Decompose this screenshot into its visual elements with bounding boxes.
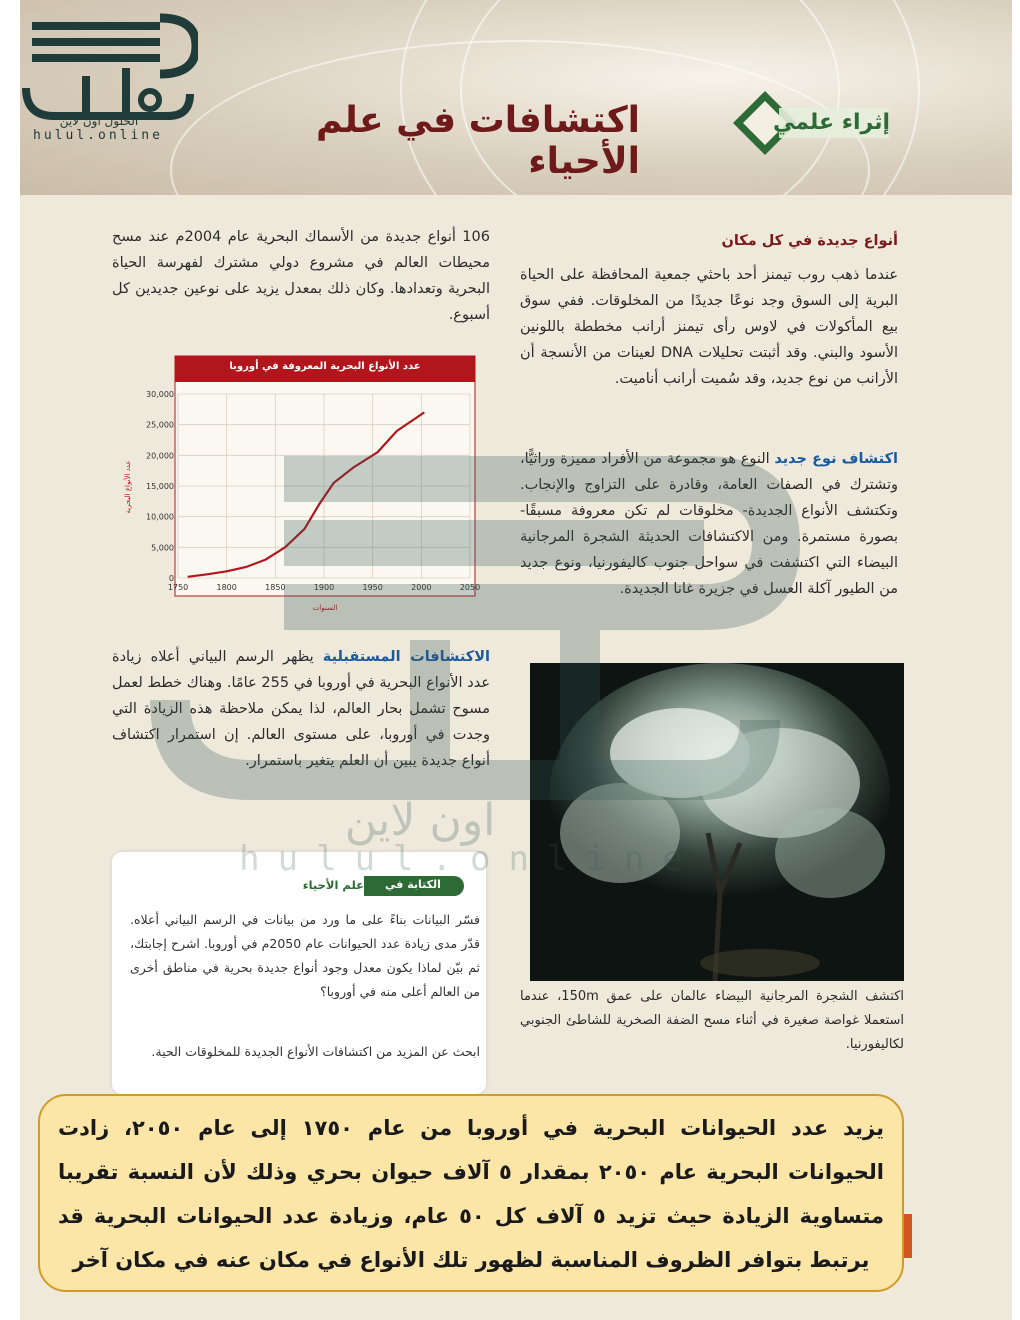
future-text: يظهر الرسم البياني أعلاه زيادة عدد الأنواع البحرية في أوروبا في 255 عامًا. وهناك خطط لعمل مسوح تشمل بحار العالم، لذا يمكن ملاحظة هذه الزيادة التي وجدت في أوروبا، على مستوى العالم. إن استمرار اكتشاف أنواع جديدة يبين أن العلم يتغير باستمرار. (112, 649, 490, 769)
enrichment-label: إثراء علمي (773, 110, 890, 135)
left-paragraph-top: 106 أنواع جديدة من الأسماك البحرية عام 2004م عند مسح محيطات العالم في مشروع دولي مشترك لفهرسة الحياة البحرية وتعدادها. وكان ذلك بمعدل يزيد على نوعين جديدين كل أسبوع. (112, 229, 490, 323)
y-tick-label: 0 (168, 574, 174, 583)
future-heading: الاكتشافات المستقبلية (322, 649, 490, 665)
writing-task-text: فسّر البيانات بناءً على ما ورد من بيانات في الرسم البياني أعلاه. قدّر مدى زيادة عدد الحيوانات عام 2050م في أوروبا. اشرح إجابتك، ثم بيّن لماذا يكون معدل وجود أنواع جديدة بحرية في مناطق أخرى من العالم أعلى منه في أوروبا؟ (130, 912, 480, 999)
x-tick-label: 1900 (313, 583, 335, 592)
logo-arabic-text: الحلول اون لاين (59, 114, 139, 128)
x-axis-title: السنوات (312, 604, 338, 612)
x-tick-label: 1800 (216, 583, 237, 592)
y-tick-label: 10,000 (146, 512, 174, 522)
page-title: اكتشافات في علم الأحياء (316, 100, 640, 182)
species-chart (120, 352, 490, 617)
watermark-arabic: اون لاين (344, 795, 496, 846)
right-heading (520, 228, 898, 254)
section-heading: أنواع جديدة في كل مكان (721, 233, 898, 249)
x-tick-label: 2000 (411, 583, 432, 592)
x-tick-label: 1950 (362, 583, 383, 592)
watermark-latin: hulul.online (239, 839, 701, 879)
right-paragraph-2 (520, 446, 898, 602)
new-species-text: النوع هو مجموعة من الأفراد مميزة وراثيًّا، وتشترك في الصفات العامة، وقادرة على التزاوج والإنجاب. وتكتشف الأنواع الجديدة- مخلوقات لم تكن معروفة مسبقًا- بصورة مستمرة. ومن الاكتشافات الحديثة الشجرة المرجانية البيضاء التي اكتشفت في سواحل جنوب كاليفورنيا، ونوع جديد من الطيور آكلة العسل في جزيرة غانا الجديدة. (520, 451, 898, 597)
writing-topic: علم الأحياء (302, 878, 364, 892)
y-axis-title: عدد الأنواع البحرية (124, 460, 132, 514)
logo-url-text: hulul.online (33, 128, 163, 143)
right-paragraph-1: عندما ذهب روب تيمنز أحد باحثي جمعية المحافظة على الحياة البرية إلى السوق وجد نوعًا جديدًا من المخلوقات. ففي سوق بيع المأكولات في لاوس رأى تيمنز أرانب مخططة باللونين الأسود والبني. وقد أثبتت تحليلات DNA لعينات من الأنسجة أن الأرانب من نوع جديد، وقد سُميت أرانب أناميت. (520, 267, 898, 387)
answer-text: يزيد عدد الحيوانات البحرية في أوروبا من عام ١٧٥٠ إلى عام ٢٠٥٠، زادت الحيوانات البحرية عام ٢٠٥٠ بمقدار ٥ آلاف حيوان بحري وذلك لأن النسبة تقريبا متساوية الزيادة حيث تزيد ٥ آلاف كل ٥٠ عام، وزيادة عدد الحيوانات البحرية قد يرتبط بتوافر الظروف المناسبة لظهور تلك الأنواع في مكان عنه في مكان آخر (58, 1116, 884, 1272)
y-tick-label: 30,000 (146, 390, 174, 399)
coral-tree-photo (530, 663, 904, 981)
chart-frame (175, 356, 475, 596)
x-tick-label: 2050 (459, 583, 481, 592)
photo-caption: اكتشف الشجرة المرجانية البيضاء عالمان على عمق 150m، عندما استعملا غواصة صغيرة في أثناء مسح الضفة الصخرية للشاطئ الجنوبي لكاليفورنيا. (520, 989, 904, 1052)
y-tick-label: 25,000 (146, 420, 174, 430)
new-species-heading: اكتشاف نوع جديد (774, 451, 898, 467)
chart-title: عدد الأنواع البحرية المعروفة في أوروبا (229, 361, 421, 372)
writing-research-text: ابحث عن المزيد من اكتشافات الأنواع الجديدة للمخلوقات الحية. (151, 1044, 480, 1059)
writing-tab-label: الكتابة في (385, 878, 441, 891)
y-tick-label: 20,000 (146, 451, 174, 461)
x-tick-label: 1750 (167, 583, 189, 592)
y-tick-label: 15,000 (146, 482, 174, 491)
y-tick-label: 5,000 (151, 543, 174, 553)
left-paragraph-future (112, 644, 490, 774)
x-tick-label: 1850 (265, 583, 286, 592)
